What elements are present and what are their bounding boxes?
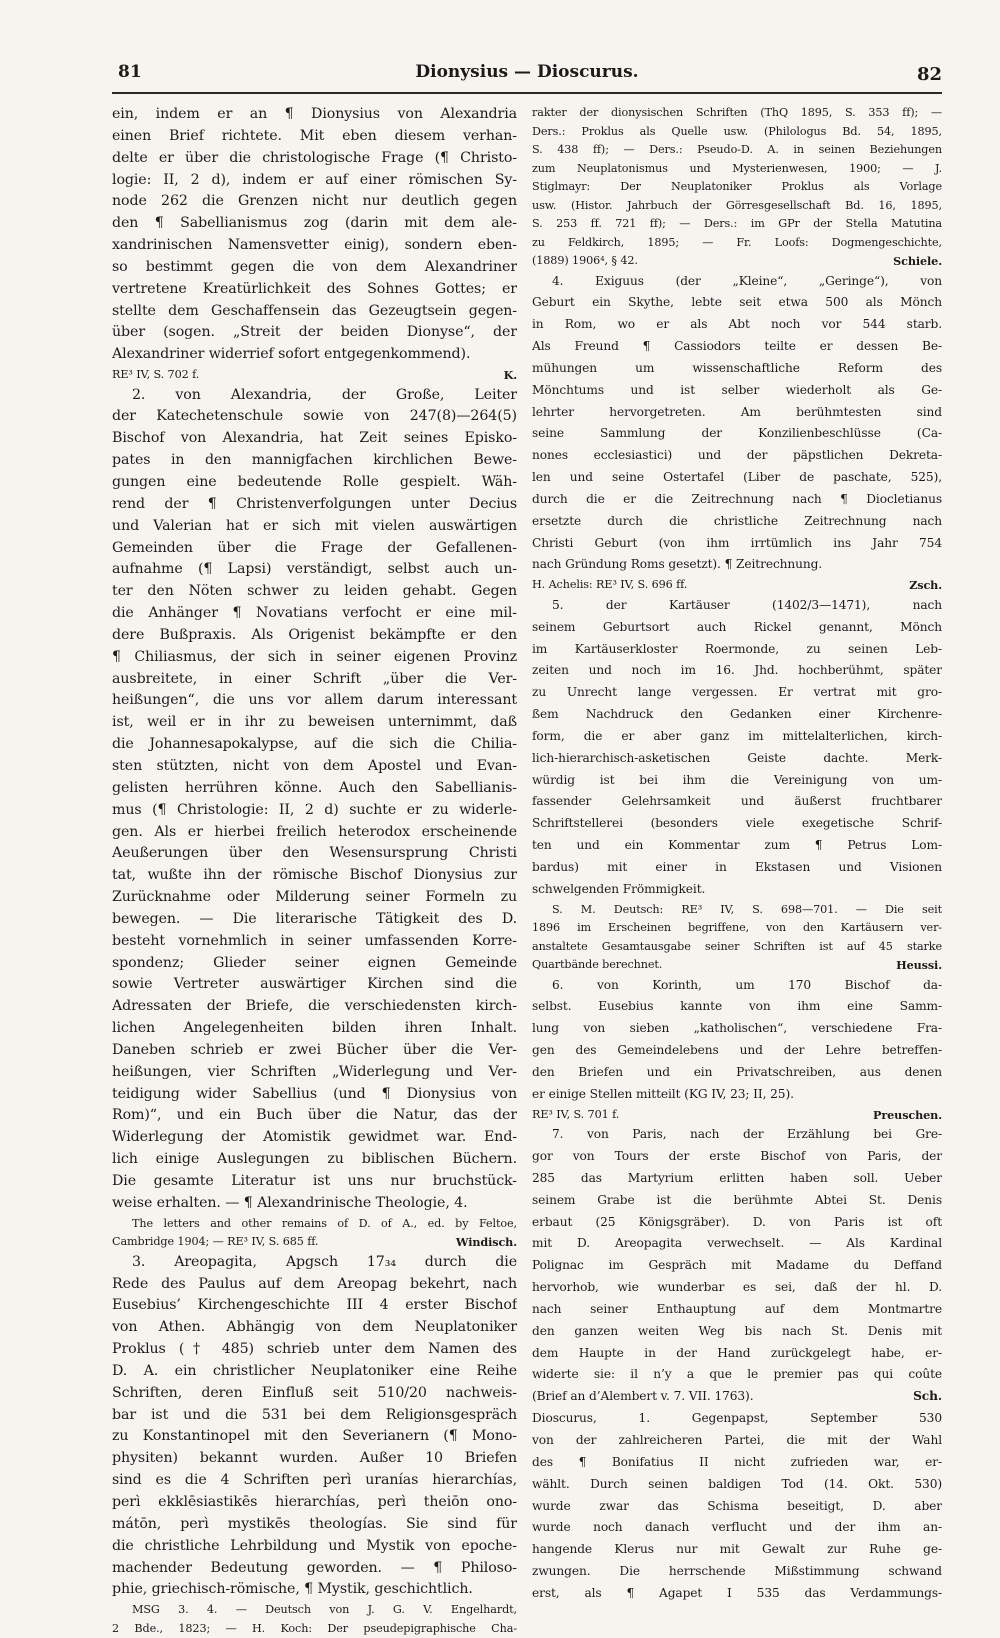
line-text: Geburt ein Skythe, lebte seit etwa 500 als Mönch [532, 295, 942, 310]
line-text: zu Feldkirch, 1895; — Fr. Loofs: Dogmengeschichte, [532, 235, 942, 249]
author-signature: Sch. [913, 1389, 942, 1404]
line-text: sowie Vertreter auswärtiger Kirchen sind die [112, 976, 517, 993]
line-text: 3. Areopagita, Apgsch 17₃₄ durch die [132, 1253, 517, 1270]
text-line [532, 215, 942, 234]
text-line [532, 336, 942, 358]
line-text: wurde zwar das Schisma beseitigt, D. aber [532, 1498, 942, 1513]
line-text: lung von sieben „katholischen“, verschiedene Fra- [532, 1021, 942, 1036]
text-line [112, 996, 517, 1018]
line-text: gelisten herrühren könne. Auch den Sabellianis- [112, 779, 517, 796]
text-line [532, 358, 942, 380]
text-line [112, 148, 517, 170]
line-text: RE³ IV, S. 702 f. [112, 368, 200, 382]
line-text: den ¶ Sabellianismus zog (darin mit dem ale- [112, 215, 517, 232]
line-text: vertretene Kreatürlichkeit des Sohnes Gottes; er [112, 280, 517, 297]
line-text: mit D. Areopagita verwechselt. — Als Kardinal [532, 1236, 942, 1251]
text-line [112, 1105, 517, 1127]
left-column [112, 104, 517, 1638]
text-line [532, 879, 942, 901]
line-text: zwungen. Die herrschende Mißstimmung schwand [532, 1564, 942, 1579]
line-text: Gemeinden über die Frage der Gefallenen- [112, 539, 517, 556]
text-line [112, 1426, 517, 1448]
text-line [112, 1339, 517, 1361]
line-text: Dioscurus, 1. Gegenpapst, September 530 [532, 1411, 942, 1426]
text-line [532, 1106, 942, 1125]
line-text: zu Unrecht lange vergessen. Er vertrat mit gro- [532, 685, 942, 700]
line-text: form, die er aber ganz im mittelalterlichen, kirch- [532, 728, 942, 743]
line-text: im Kartäuserkloster Roermonde, zu seinen Leb- [532, 641, 942, 656]
line-text: usw. (Histor. Jahrbuch der Görresgesellschaft Bd. 16, 1895, [532, 198, 942, 212]
line-text: der Katechetenschule sowie von 247(8)—264(5) [112, 408, 517, 425]
text-line [532, 1255, 942, 1277]
line-text: er einige Stellen mitteilt (KG IV, 23; II, 25). [532, 1086, 794, 1101]
text-line [532, 271, 942, 293]
text-line [532, 901, 942, 920]
text-line [112, 1062, 517, 1084]
text-line [112, 366, 517, 385]
line-text: lich einige Auslegungen zu biblischen Büchern. [112, 1151, 517, 1168]
text-line [532, 1561, 942, 1583]
line-text: zum Neuplatonismus und Mysterienwesen, 1900; — J. [532, 161, 942, 175]
text-line [532, 533, 942, 555]
line-text: selbst. Eusebius kannte von ihm eine Samm- [532, 999, 942, 1014]
text-line [112, 301, 517, 323]
line-text: heißungen“, die uns vor allem darum interessant [112, 692, 517, 709]
text-line [532, 1452, 942, 1474]
line-text: dem Haupte in der Hand zurückgelegt habe, er- [532, 1345, 942, 1360]
line-text: einen Brief richtete. Mit eben diesem verhan- [112, 127, 517, 144]
text-line [532, 813, 942, 835]
line-text: sind es die 4 Schriften perì uranías hierarchías, [112, 1472, 517, 1489]
line-text: weise erhalten. — ¶ Alexandrinische Theologie, 4. [112, 1194, 468, 1211]
text-line [532, 123, 942, 142]
line-text: Mönchtums und ist selber wiederholt als Ge- [532, 382, 942, 397]
line-text: seine Sammlung der Konzilienbeschlüsse (Ca- [532, 426, 942, 441]
line-text: von der zahlreicheren Partei, die mit der Wahl [532, 1433, 942, 1447]
line-text: gor von Tours der erste Bischof von Paris, der [532, 1149, 942, 1164]
text-line [112, 257, 517, 279]
line-text: erbaut (25 Königsgräber). D. von Paris ist oft [532, 1214, 942, 1229]
line-text: lichen Angelegenheiten bilden ihren Inhalt. [112, 1020, 517, 1037]
line-text: delte er über die christologische Frage (¶ Christo- [112, 149, 517, 166]
text-line [532, 1539, 942, 1561]
text-line [532, 576, 942, 595]
line-text: 7. von Paris, nach der Erzählung bei Gre- [552, 1127, 942, 1142]
line-text: schwelgenden Frömmigkeit. [532, 881, 706, 896]
text-line [112, 1040, 517, 1062]
text-line [112, 494, 517, 516]
text-line [532, 975, 942, 997]
line-text: durch die er die Zeitrechnung nach ¶ Diocletianus [532, 491, 942, 506]
line-text: Daneben schrieb er zwei Bücher über die Ver- [112, 1041, 517, 1058]
line-text: 5. der Kartäuser (1402/3—1471), nach [552, 597, 942, 612]
line-text: Schriftstellerei (besonders viele exegetische Schrif- [532, 816, 942, 831]
text-line [532, 770, 942, 792]
line-text: des ¶ Bonifatius II nicht zufrieden war, er- [532, 1454, 942, 1469]
text-line [112, 516, 517, 538]
line-text: den Briefen und ein Privatschreiben, aus denen [532, 1065, 942, 1079]
line-text: nach seiner Enthauptung auf dem Montmartre [532, 1301, 942, 1316]
line-text: mühungen um wissenschaftliche Reform des [532, 360, 942, 375]
text-line [112, 822, 517, 844]
line-text: (Brief an d’Alembert v. 7. VII. 1763). [532, 1389, 754, 1404]
text-line [532, 1018, 942, 1040]
line-text: 6. von Korinth, um 170 Bischof da- [552, 977, 942, 992]
line-text: gen des Gemeindelebens und der Lehre betreffen- [532, 1043, 942, 1058]
line-text: lich-hierarchisch-asketischen Geiste dachte. Merk- [532, 750, 942, 765]
line-text: 4. Exiguus (der „Kleine“, „Geringe“), von [552, 273, 942, 288]
text-line [112, 778, 517, 800]
line-text: rakter der dionysischen Schriften (ThQ 1895, S. 353 ff); — [532, 106, 942, 119]
right-column [532, 104, 942, 1605]
text-line [532, 467, 942, 489]
line-text: Widerlegung der Atomistik gewidmet war. End- [112, 1129, 517, 1146]
line-text: wählt. Durch seinen baldigen Tod (14. Okt. 530) [532, 1476, 942, 1491]
text-line [112, 1405, 517, 1427]
text-line [532, 1190, 942, 1212]
text-line [532, 314, 942, 336]
line-text: ist, weil er in ihr zu beweisen unternimmt, daß [112, 714, 517, 731]
line-text: hervorhob, wie wunderbar es sei, daß der hl. D. [532, 1280, 942, 1295]
author-signature: K. [503, 368, 517, 383]
text-line [112, 104, 517, 126]
text-line [532, 748, 942, 770]
text-line [112, 1620, 517, 1638]
line-text: gen. Als er hierbei freilich heterodox erscheinende [112, 823, 517, 840]
line-text: sten stützten, nicht von dem Apostel und Evan- [112, 757, 517, 774]
line-text: ausbreitete, in einer Schrift „über die Ver- [112, 670, 517, 687]
line-text: 2 Bde., 1823; — H. Koch: Der pseudepigraphische Cha- [112, 1621, 517, 1635]
line-text: MSG 3. 4. — Deutsch von J. G. V. Engelhardt, [132, 1603, 517, 1617]
line-text: ter den Nöten schwer zu leiden gehabt. Gegen [112, 583, 517, 600]
line-text: teidigung wider Sabellius (und ¶ Dionysius von [112, 1085, 517, 1102]
line-text: wurde noch danach verflucht und der ihm an- [532, 1520, 942, 1535]
text-line [532, 938, 942, 957]
text-line [532, 423, 942, 445]
line-text: würdig ist bei ihm die Vereinigung von um- [532, 772, 942, 787]
text-line [532, 141, 942, 160]
text-line [532, 1299, 942, 1321]
line-text: Alexandriner widerrief sofort entgegenkommend). [112, 346, 471, 363]
text-line [112, 1018, 517, 1040]
line-text: 2. von Alexandria, der Große, Leiter [132, 386, 517, 403]
text-line [532, 104, 942, 123]
line-text: Als Freund ¶ Cassiodors teilte er dessen Be- [532, 339, 942, 354]
line-text: nach Gründung Roms gesetzt). ¶ Zeitrechnung. [532, 557, 823, 572]
text-line [532, 956, 942, 975]
text-line [112, 235, 517, 257]
line-text: S. M. Deutsch: RE³ IV, S. 698—701. — Die seit [552, 902, 942, 916]
line-text: phie, griechisch-römische, ¶ Mystik, geschichtlich. [112, 1581, 473, 1598]
line-text: stellte dem Geschaffensein das Gezeugtsein gegen- [112, 302, 517, 319]
text-line [532, 1146, 942, 1168]
text-line [112, 1084, 517, 1106]
text-line [112, 734, 517, 756]
line-text: nones ecclesiastici) und der päpstlichen Dekreta- [532, 448, 942, 463]
text-line [532, 1168, 942, 1190]
line-text: Cambridge 1904; — RE³ IV, S. 685 ff. [112, 1235, 319, 1249]
line-text: Rom)“, und ein Buch über die Natur, das der [112, 1107, 517, 1124]
line-text: node 262 die Grenzen nicht nur deutlich gegen [112, 193, 517, 210]
line-text: The letters and other remains of D. of A., ed. by Feltoe, [132, 1216, 517, 1230]
text-line [532, 1430, 942, 1452]
text-line [112, 712, 517, 734]
text-line [112, 909, 517, 931]
text-line [112, 213, 517, 235]
line-text: zeiten und noch im 16. Jhd. hochberühmt, später [532, 663, 942, 678]
text-line [532, 835, 942, 857]
line-text: den ganzen weiten Weg bis nach St. Denis mit [532, 1323, 942, 1338]
text-line [112, 647, 517, 669]
line-text: physiten) bekannt wurden. Außer 10 Briefen [112, 1450, 517, 1467]
text-line [112, 1274, 517, 1296]
text-line [532, 660, 942, 682]
header-rule [112, 92, 942, 94]
text-line [112, 126, 517, 148]
text-line [112, 974, 517, 996]
line-text: tat, wußte ihn der römische Bischof Dionysius zur [112, 867, 517, 884]
line-text: (1889) 1906⁴, § 42. [532, 254, 638, 267]
line-text: und Valerian hat er sich mit vielen auswärtigen [112, 517, 517, 534]
text-line [532, 178, 942, 197]
text-line [532, 1474, 942, 1496]
line-text: Zurücknahme oder Milderung seiner Formeln zu [112, 889, 517, 906]
line-text: seinem Grabe ist die berühmte Abtei St. Denis [532, 1192, 942, 1207]
line-text: S. 438 ff); — Ders.: Pseudo-D. A. in seinen Beziehungen [532, 143, 942, 156]
line-text: lehrter hervorgetreten. Am berühmtesten sind [532, 404, 942, 419]
text-line [112, 756, 517, 778]
line-text: logie: II, 2 d), indem er auf einer römischen Sy- [112, 171, 517, 188]
text-line [532, 1040, 942, 1062]
text-line [112, 1514, 517, 1536]
text-line [532, 791, 942, 813]
running-header [112, 62, 942, 92]
text-line [532, 617, 942, 639]
text-line [112, 1193, 517, 1215]
text-line [532, 1321, 942, 1343]
text-line [532, 1408, 942, 1430]
text-line [112, 1601, 517, 1620]
line-text: über (sogen. „Streit der beiden Dionyse“, der [112, 324, 517, 341]
text-line [112, 1470, 517, 1492]
text-line [112, 450, 517, 472]
text-line [112, 669, 517, 691]
line-text: Rede des Paulus auf dem Areopag bekehrt, nach [112, 1275, 517, 1292]
text-line [532, 1277, 942, 1299]
line-text: Christi Geburt (von ihm irrtümlich ins Jahr 754 [532, 535, 942, 550]
line-text: Adressaten der Briefe, die verschiedensten kirch- [112, 998, 517, 1015]
text-line [532, 1124, 942, 1146]
running-title: Dionysius — Dioscurus. [415, 62, 639, 82]
line-text: erst, als ¶ Agapet I 535 das Verdammungs- [532, 1585, 942, 1600]
line-text: spondenz; Glieder seiner eignen Gemeinde [112, 954, 517, 971]
line-text: pates in den mannigfachen kirchlichen Bewe- [112, 452, 517, 469]
line-text: heißungen, vier Schriften „Widerlegung und Ver- [112, 1063, 517, 1080]
text-line [532, 252, 942, 271]
line-text: zu Konstantinopel mit den Severianern (¶ Mono- [112, 1428, 517, 1445]
text-line [112, 1295, 517, 1317]
text-line [532, 1062, 942, 1084]
text-line [532, 1364, 942, 1386]
text-line [112, 428, 517, 450]
text-line [112, 322, 517, 344]
text-line [112, 1383, 517, 1405]
text-line [112, 1536, 517, 1558]
line-text: Stiglmayr: Der Neuplatoniker Proklus als Vorlage [532, 180, 942, 193]
text-line [112, 581, 517, 603]
text-line [532, 402, 942, 424]
text-line [112, 1579, 517, 1601]
line-text: ßem Nachdruck den Gedanken einer Kirchenre- [532, 707, 942, 722]
text-line [532, 511, 942, 533]
line-text: dere Bußpraxis. Als Origenist bekämpfte er den [112, 626, 517, 643]
line-text: bardus) mit einer in Ekstasen und Visionen [532, 859, 942, 874]
text-line [112, 1127, 517, 1149]
text-line [532, 554, 942, 576]
text-line [112, 800, 517, 822]
text-line [112, 1448, 517, 1470]
text-line [532, 1583, 942, 1605]
text-line [112, 1171, 517, 1193]
line-text: von Athen. Abhängig von dem Neuplatoniker [112, 1319, 517, 1336]
line-text: rend der ¶ Christenverfolgungen unter Decius [112, 495, 517, 512]
line-text: len und seine Ostertafel (Liber de paschate, 525), [532, 470, 942, 485]
line-text: 1896 im Erscheinen begriffene, von den Kartäusern ver- [532, 921, 942, 935]
text-line [532, 234, 942, 253]
line-text: Proklus († 485) schrieb unter dem Namen des [112, 1341, 517, 1358]
text-line [112, 1252, 517, 1274]
line-text: gungen eine bedeutende Rolle gespielt. Wäh- [112, 474, 517, 490]
text-line [112, 344, 517, 366]
text-line [112, 625, 517, 647]
text-line [112, 472, 517, 494]
text-line [532, 639, 942, 661]
text-line [112, 1558, 517, 1580]
text-line [532, 1386, 942, 1408]
page-number-right: 82 [916, 64, 942, 85]
line-text: Polignac im Gespräch mit Madame du Deffand [532, 1258, 942, 1273]
line-text: D. A. ein christlicher Neuplatoniker eine Reihe [112, 1362, 517, 1379]
text-line [532, 919, 942, 938]
line-text: aufnahme (¶ Lapsi) verständigt, selbst auch un- [112, 561, 517, 578]
line-text: xandrinischen Namensvetter einig), sondern eben- [112, 237, 517, 254]
text-line [532, 704, 942, 726]
line-text: Die gesamte Literatur ist uns nur bruchstück- [112, 1173, 517, 1189]
text-line [532, 595, 942, 617]
text-line [112, 953, 517, 975]
text-line [532, 445, 942, 467]
line-text: ersetzte durch die christliche Zeitrechnung nach [532, 513, 942, 528]
line-text: Schriften, deren Einfluß seit 510/20 nachweis- [112, 1384, 517, 1401]
text-line [532, 1343, 942, 1365]
text-line [112, 538, 517, 560]
page-number-left: 81 [118, 62, 142, 82]
line-text: ten und ein Kommentar zum ¶ Petrus Lom- [532, 838, 942, 853]
text-line [532, 380, 942, 402]
text-line [532, 682, 942, 704]
text-line [532, 996, 942, 1018]
line-text: seinem Geburtsort auch Rickel genannt, Mönch [532, 619, 942, 634]
line-text: S. 253 ff. 721 ff); — Ders.: im GPr der Stella Matutina [532, 217, 942, 230]
text-line [112, 170, 517, 192]
line-text: machender Bedeutung geworden. — ¶ Philoso- [112, 1559, 517, 1576]
line-text: so bestimmt gegen die von dem Alexandriner [112, 258, 517, 275]
text-line [112, 559, 517, 581]
text-line [532, 1212, 942, 1234]
text-line [532, 1496, 942, 1518]
text-line [532, 292, 942, 314]
line-text: Bischof von Alexandria, hat Zeit seines Episko- [112, 430, 517, 447]
line-text: fassender Gelehrsamkeit und äußerst fruchtbarer [532, 794, 942, 809]
text-line [112, 1492, 517, 1514]
line-text: Aeußerungen über den Wesensursprung Christi [112, 845, 517, 862]
author-signature: Zsch. [909, 578, 942, 593]
author-signature: Heussi. [896, 958, 942, 973]
text-line [532, 489, 942, 511]
text-line [112, 843, 517, 865]
line-text: mátōn, perì mystikēs theologías. Sie sind für [112, 1515, 517, 1532]
text-line [532, 160, 942, 179]
line-text: Quartbände berechnet. [532, 958, 663, 972]
line-text: hangende Klerus nur mit Gewalt zur Ruhe ge- [532, 1542, 942, 1557]
text-line [112, 1215, 517, 1234]
line-text: perì ekklēsiastikēs hierarchías, perì theiōn ono- [112, 1493, 517, 1510]
line-text: RE³ IV, S. 701 f. [532, 1107, 620, 1121]
author-signature: Schiele. [893, 254, 942, 268]
line-text: die christliche Lehrbildung und Mystik von epoche- [112, 1537, 517, 1554]
line-text: bewegen. — Die literarische Tätigkeit des D. [112, 910, 517, 927]
author-signature: Windisch. [455, 1235, 517, 1250]
text-line [532, 1233, 942, 1255]
line-text: widerte sie: il n’y a que le premier pas qui coûte [532, 1367, 942, 1382]
text-line [112, 931, 517, 953]
line-text: die Anhänger ¶ Novatians verfocht er eine mil- [112, 605, 517, 622]
text-line [112, 1317, 517, 1339]
text-line [112, 1361, 517, 1383]
text-line [112, 191, 517, 213]
line-text: die Johannesapokalypse, auf die sich die Chilia- [112, 736, 517, 753]
author-signature: Preuschen. [873, 1107, 942, 1122]
line-text: Ders.: Proklus als Quelle usw. (Philologus Bd. 54, 1895, [532, 124, 942, 138]
line-text: anstaltete Gesamtausgabe seiner Schriften ist auf 45 starke [532, 939, 942, 953]
text-line [112, 865, 517, 887]
line-text: ¶ Chiliasmus, der sich in seiner eigenen Provinz [112, 648, 517, 665]
text-line [112, 603, 517, 625]
line-text: 285 das Martyrium erlitten haben soll. Ueber [532, 1170, 942, 1185]
text-line [532, 1517, 942, 1539]
text-line [112, 887, 517, 909]
line-text: Eusebius’ Kirchengeschichte III 4 erster Bischof [112, 1297, 517, 1314]
line-text: besteht vornehmlich in seiner umfassenden Korre- [112, 932, 517, 949]
line-text: ein, indem er an ¶ Dionysius von Alexandria [112, 106, 517, 122]
text-line [112, 690, 517, 712]
text-line [112, 1233, 517, 1252]
text-line [112, 385, 517, 407]
line-text: H. Achelis: RE³ IV, S. 696 ff. [532, 578, 688, 592]
line-text: mus (¶ Christologie: II, 2 d) suchte er zu widerle- [112, 801, 517, 818]
text-line [112, 279, 517, 301]
text-line [112, 1149, 517, 1171]
text-line [532, 857, 942, 879]
text-line [532, 197, 942, 216]
text-line [532, 1084, 942, 1106]
text-line [532, 726, 942, 748]
line-text: in Rom, wo er als Abt noch vor 544 starb. [532, 317, 942, 332]
text-line [112, 406, 517, 428]
line-text: bar ist und die 531 bei dem Religionsgespräch [112, 1406, 517, 1423]
